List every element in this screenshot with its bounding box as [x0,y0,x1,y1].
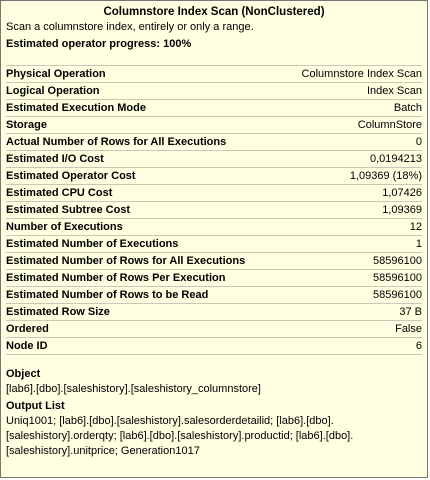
property-value: Columnstore Index Scan [301,68,422,80]
property-row-io-cost [6,151,422,168]
property-value: False [395,323,422,335]
property-label: Estimated CPU Cost [6,187,113,199]
property-value: 1,09369 [382,204,422,216]
property-value: 58596100 [373,255,422,267]
operator-title: Columnstore Index Scan (NonClustered) [103,6,325,18]
property-row-logical-operation [6,83,422,100]
properties-table [6,65,422,355]
property-value: 58596100 [373,272,422,284]
property-label: Node ID [6,340,48,352]
property-label: Estimated Number of Rows Per Execution [6,272,226,284]
property-row-number-of-executions [6,219,422,236]
property-value: Batch [393,102,422,114]
property-label: Estimated Number of Rows for All Executions [6,255,246,267]
property-row-rows-to-be-read [6,287,422,304]
property-value: 12 [409,221,422,233]
property-value: 0 [415,136,422,148]
property-value: 58596100 [373,289,422,301]
property-row-cpu-cost [6,185,422,202]
property-label: Actual Number of Rows for All Executions [6,136,227,148]
property-row-ordered [6,321,422,338]
property-row-rows-all-executions [6,253,422,270]
property-row-estimated-executions [6,236,422,253]
property-row-physical-operation [6,65,422,83]
operator-progress: Estimated operator progress: 100% [6,38,192,50]
property-label: Estimated Operator Cost [6,170,136,182]
object-text: [lab6].[dbo].[saleshistory].[saleshistory_columnstore] [6,383,261,395]
property-value: 1 [415,238,422,250]
property-value: 6 [415,340,422,352]
property-label: Estimated Number of Rows to be Read [6,289,209,301]
property-value: ColumnStore [357,119,422,131]
property-row-operator-cost [6,168,422,185]
output-list-text: Uniq1001; [lab6].[dbo].[saleshistory].salesorderdetailid; [lab6].[dbo].[saleshistory].orderqty; [lab6].[dbo].[saleshistory].productid; [lab6].[dbo].[saleshistory].unitprice; Generation1017 [6,415,354,457]
property-label: Estimated Number of Executions [6,238,179,250]
property-row-row-size [6,304,422,321]
property-value: 37 B [399,306,422,318]
property-label: Number of Executions [6,221,123,233]
property-row-subtree-cost [6,202,422,219]
property-row-rows-per-execution [6,270,422,287]
property-label: Physical Operation [6,68,106,80]
property-value: 1,07426 [382,187,422,199]
property-row-storage [6,117,422,134]
property-value: Index Scan [366,85,422,97]
property-label: Estimated Execution Mode [6,102,146,114]
property-row-node-id [6,338,422,355]
operator-description: Scan a columnstore index, entirely or only a range. [6,21,254,33]
property-value: 1,09369 (18%) [349,170,422,182]
property-row-execution-mode [6,100,422,117]
property-label: Ordered [6,323,49,335]
property-value: 0,0194213 [370,153,422,165]
property-label: Storage [6,119,47,131]
object-heading: Object [6,368,41,380]
property-row-actual-rows [6,134,422,151]
property-label: Estimated Row Size [6,306,110,318]
property-label: Estimated I/O Cost [6,153,104,165]
property-label: Estimated Subtree Cost [6,204,131,216]
property-label: Logical Operation [6,85,100,97]
output-list-heading: Output List [6,400,65,412]
